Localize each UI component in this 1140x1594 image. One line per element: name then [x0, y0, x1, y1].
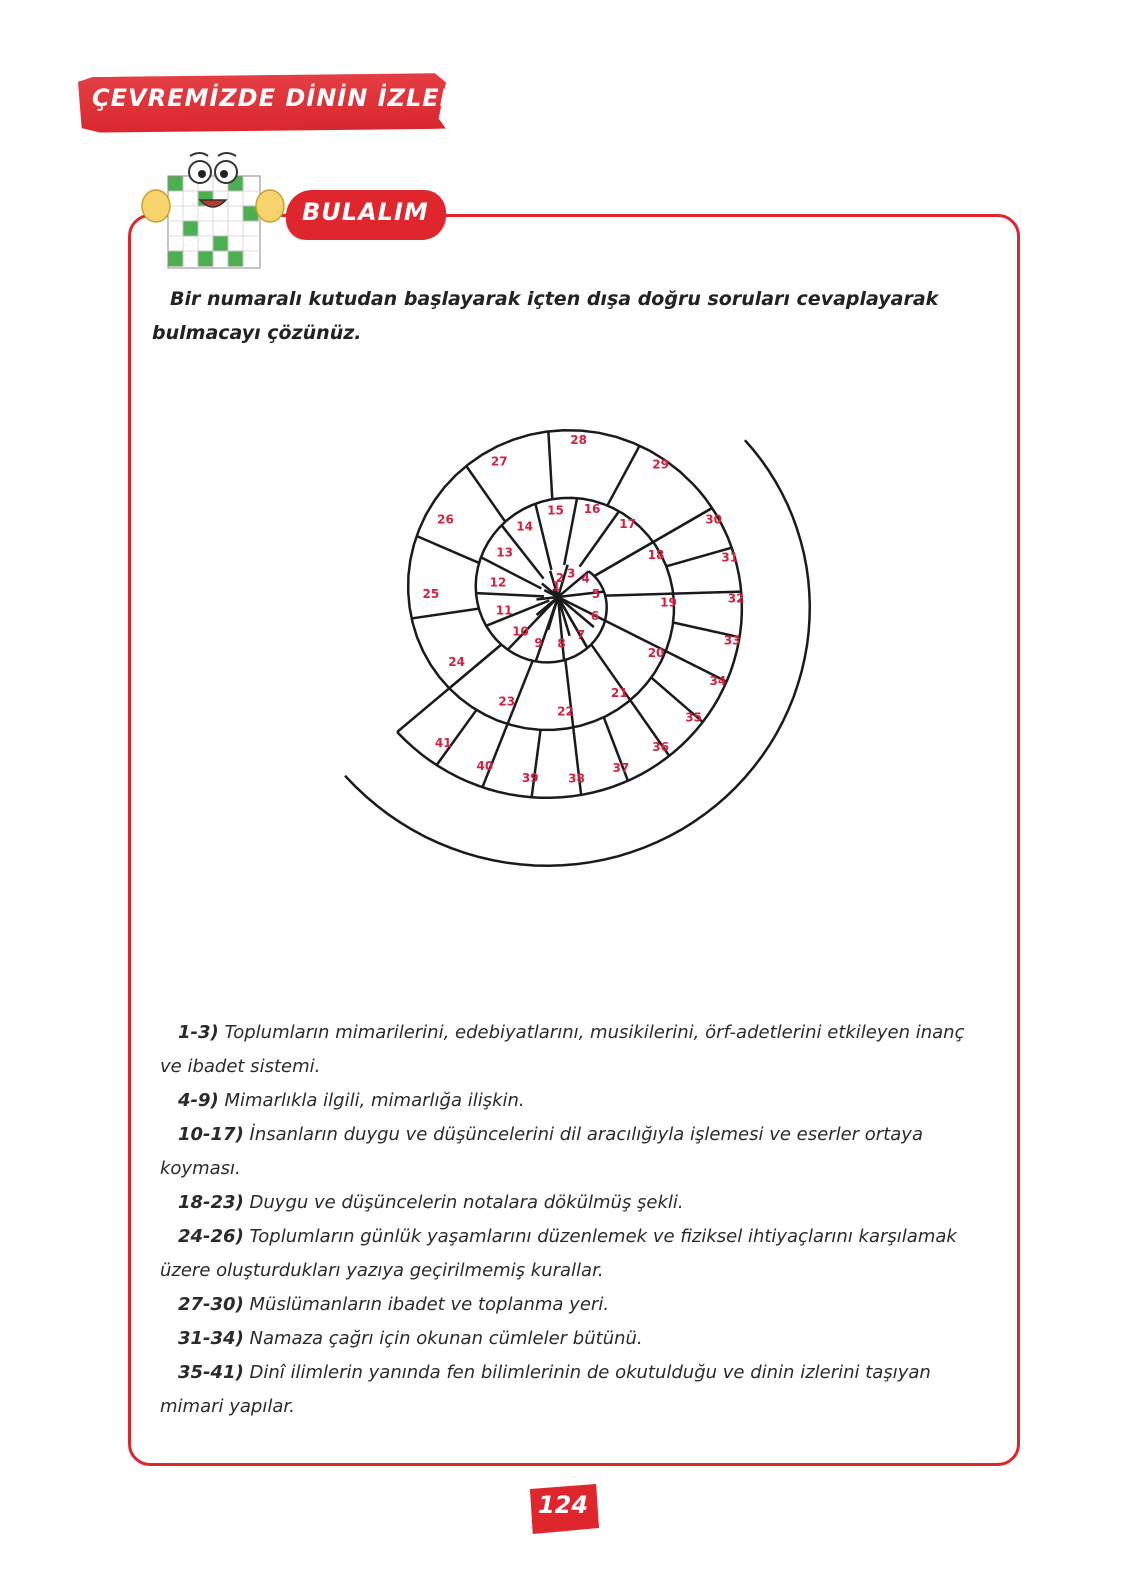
cell-divider [532, 730, 541, 797]
cell-number: 7 [576, 628, 585, 643]
cell-number: 10 [512, 624, 529, 639]
cell-number: 41 [434, 736, 452, 750]
cell-number: 40 [476, 759, 494, 774]
cell-number: 22 [557, 704, 574, 719]
cell-number: 6 [590, 609, 600, 623]
cell-number: 28 [570, 433, 588, 448]
cell-divider [397, 688, 449, 732]
section-title: ÇEVREMİZDE DİNİN İZLERİ [92, 84, 470, 112]
cell-number: 11 [495, 603, 513, 618]
cell-divider [412, 609, 479, 619]
clue-list [160, 1016, 990, 1424]
cell-number: 18 [647, 548, 665, 563]
cell-number: 4 [581, 571, 590, 586]
page-number: 124 [537, 1491, 589, 1519]
cell-divider [580, 511, 619, 566]
clue-item: 1-3) Toplumların mimarilerini, edebiyatlarını, musikilerini, örf-adetlerini etkileyen inanç ve ibadet sistemi. [160, 1022, 965, 1077]
clue-item: 10-17) İnsanların duygu ve düşüncelerini dil aracılığıyla işlemesi ve eserler ortaya koyması. [160, 1124, 923, 1179]
cell-number: 37 [612, 761, 630, 775]
cell-number: 19 [660, 595, 677, 610]
cell-number: 27 [490, 454, 508, 469]
instruction-text: Bir numaralı kutudan başlayarak içten dışa doğru soruları cevaplayarak bulmacayı çözünüz. [152, 288, 939, 344]
cell-number: 24 [448, 654, 466, 669]
activity-tag-label: BULALIM [302, 198, 429, 226]
crossword-mascot-icon [138, 148, 288, 270]
cell-number: 8 [557, 636, 566, 651]
cell-divider [594, 542, 653, 576]
cell-number: 31 [721, 550, 739, 565]
cell-divider [417, 536, 479, 563]
cell-divider [564, 498, 577, 565]
cell-number: 9 [534, 636, 543, 650]
cell-divider [508, 661, 533, 724]
cell-number: 35 [685, 710, 702, 725]
clue-item: 18-23) Duygu ve düşüncelerin notalara dökülmüş şekli. [178, 1192, 684, 1213]
cell-divider [607, 446, 639, 506]
cell-divider [482, 724, 507, 787]
cell-number: 12 [489, 575, 507, 590]
cell-number: 5 [591, 587, 601, 601]
cell-number: 23 [498, 694, 516, 709]
cell-divider [653, 508, 712, 542]
spiral-puzzle [300, 365, 820, 965]
clue-item: 35-41) Dinî ilimlerin yanında fen bilimlerinin de okutulduğu ve dinin izlerini taşıyan mimari yapılar. [160, 1362, 931, 1417]
cell-number: 13 [496, 545, 514, 560]
cell-number: 20 [647, 646, 665, 660]
clue-item: 24-26) Toplumların günlük yaşamlarını düzenlemek ve fiziksel ihtiyaçlarını karşılamak üzere oluşturdukları yazıya geçirilmemiş kurallar. [160, 1226, 957, 1281]
spiral-wall [397, 484, 742, 798]
clue-item: 31-34) Namaza çağrı için okunan cümleler bütünü. [178, 1328, 643, 1349]
cell-number: 38 [568, 771, 585, 786]
cell-number: 30 [705, 512, 723, 527]
spiral-wall [345, 440, 810, 866]
clue-item: 27-30) Müslümanların ibadet ve toplanma yeri. [178, 1294, 610, 1315]
cell-number: 21 [611, 686, 628, 701]
cell-number: 33 [723, 633, 741, 648]
cell-number: 16 [583, 502, 601, 517]
cell-divider [466, 466, 505, 522]
cell-number: 2 [555, 571, 565, 586]
cell-number: 14 [516, 519, 534, 534]
cell-number: 1 [552, 579, 561, 594]
cell-number: 39 [521, 771, 539, 786]
cell-divider [548, 431, 552, 499]
cell-number: 17 [619, 516, 637, 531]
cell-divider [476, 593, 544, 596]
cell-number: 34 [709, 674, 727, 689]
cell-number: 25 [422, 587, 440, 601]
clue-item: 4-9) Mimarlıkla ilgili, mimarlığa ilişkin. [178, 1090, 525, 1111]
cell-number: 36 [652, 740, 670, 755]
cell-number: 3 [567, 566, 576, 581]
cell-number: 15 [547, 503, 564, 518]
cell-number: 26 [437, 512, 454, 527]
cell-number: 29 [652, 457, 670, 472]
cell-number: 32 [727, 591, 745, 606]
